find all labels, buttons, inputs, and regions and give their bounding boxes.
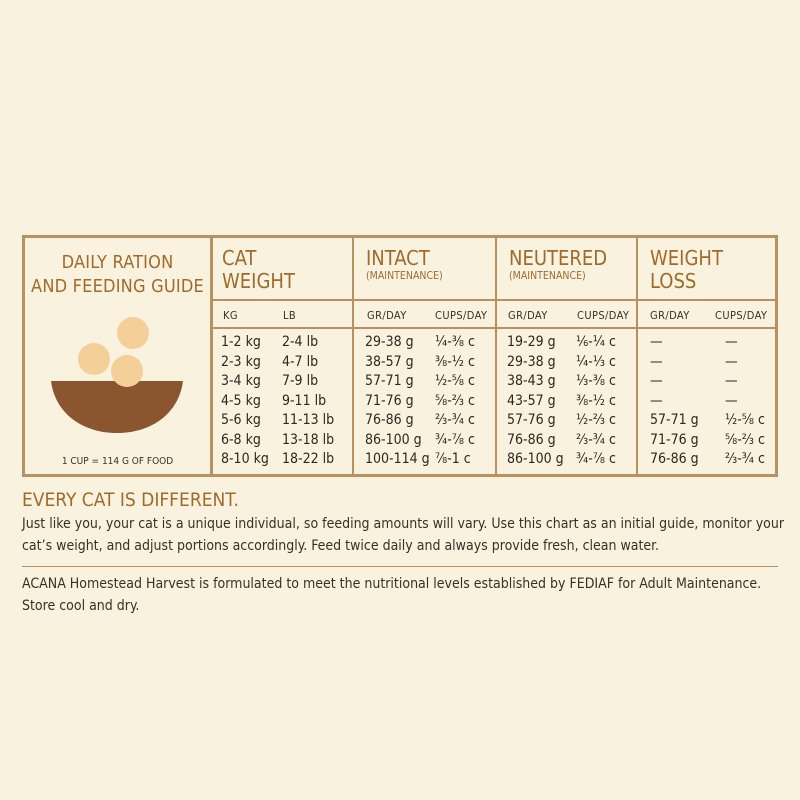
cell-loss-cups: ½-⅝ c <box>725 412 765 428</box>
feeding-guide-panel <box>25 238 213 474</box>
cell-neutered-cups: ¾-⅞ c <box>576 451 616 467</box>
cell-intact-gr: 76-86 g <box>365 412 414 428</box>
cell-kg: 6-8 kg <box>221 431 261 448</box>
cell-neutered-cups: ⅙-¼ c <box>576 334 616 350</box>
cell-lb: 13-18 lb <box>282 431 335 448</box>
unit-neutered-gr: GR/DAY <box>508 309 548 322</box>
cell-loss-gr: — <box>650 392 663 409</box>
cell-neutered-cups: ⅓-⅜ c <box>576 373 616 389</box>
cell-intact-gr: 29-38 g <box>365 334 414 350</box>
cell-loss-cups: — <box>725 353 738 370</box>
cell-neutered-gr: 29-38 g <box>507 353 556 370</box>
unit-loss-gr: GR/DAY <box>650 309 690 322</box>
kibble-piece <box>111 355 143 387</box>
cell-intact-cups: ¾-⅞ c <box>435 431 475 448</box>
feeding-guide-table <box>22 235 778 477</box>
cell-loss-cups: — <box>725 334 738 350</box>
food-bowl-icon <box>47 313 187 448</box>
cell-loss-cups: ⅝-⅔ c <box>725 431 765 448</box>
cell-kg: 8-10 kg <box>221 451 269 467</box>
cell-intact-gr: 100-114 g <box>365 451 430 467</box>
kibble-piece <box>117 317 149 349</box>
cell-loss-cups: — <box>725 373 738 389</box>
footer-text: ACANA Homestead Harvest is formulated to meet the nutritional levels established by FEDIAF for Adult Maintenance. Store cool and dry. <box>22 576 762 614</box>
unit-intact-cups: CUPS/DAY <box>435 309 488 322</box>
unit-lb: LB <box>283 309 297 322</box>
cell-intact-cups: ⅔-¾ c <box>435 412 475 428</box>
neutered-header: NEUTERED <box>509 246 608 270</box>
cell-neutered-gr: 57-76 g <box>507 412 556 428</box>
cell-intact-cups: ¼-⅜ c <box>435 334 475 350</box>
cat-weight-header-line1: CAT <box>222 246 257 270</box>
unit-loss-cups: CUPS/DAY <box>715 309 768 322</box>
cell-neutered-cups: ⅜-½ c <box>576 392 616 409</box>
cell-intact-cups: ⅞-1 c <box>435 451 471 467</box>
weight-loss-header-line1: WEIGHT <box>650 246 723 270</box>
cell-kg: 5-6 kg <box>221 412 261 428</box>
cell-kg: 4-5 kg <box>221 392 261 409</box>
intact-header: INTACT <box>366 246 430 270</box>
cell-neutered-gr: 19-29 g <box>507 334 556 350</box>
cat-weight-header-line2: WEIGHT <box>222 269 295 293</box>
cell-lb: 2-4 lb <box>282 334 319 350</box>
bowl <box>51 381 183 433</box>
cell-loss-cups: ⅔-¾ c <box>725 451 765 467</box>
section-heading: EVERY CAT IS DIFFERENT. <box>22 489 239 511</box>
divider <box>22 566 778 567</box>
cell-neutered-gr: 76-86 g <box>507 431 556 448</box>
weight-loss-header <box>650 247 723 293</box>
cell-neutered-gr: 86-100 g <box>507 451 564 467</box>
cat-weight-header <box>222 247 295 293</box>
cell-lb: 11-13 lb <box>282 412 335 428</box>
cell-neutered-cups: ¼-⅓ c <box>576 353 616 370</box>
cell-intact-gr: 71-76 g <box>365 392 414 409</box>
cell-kg: 3-4 kg <box>221 373 261 389</box>
intact-subheader: (MAINTENANCE) <box>366 270 443 282</box>
cell-neutered-gr: 43-57 g <box>507 392 556 409</box>
unit-neutered-cups: CUPS/DAY <box>577 309 630 322</box>
cell-lb: 4-7 lb <box>282 353 319 370</box>
cell-intact-gr: 57-71 g <box>365 373 414 389</box>
cell-loss-gr: — <box>650 353 663 370</box>
panel-title <box>25 251 210 299</box>
weight-loss-header-line2: LOSS <box>650 269 697 293</box>
cell-lb: 7-9 lb <box>282 373 319 389</box>
unit-intact-gr: GR/DAY <box>367 309 407 322</box>
section-body: Just like you, your cat is a unique individual, so feeding amounts will vary. Use this chart as an initial guide, monitor your cat’s weight, and adjust portions accordingly. Feed twice daily and always provide fresh, clean water. <box>22 516 785 554</box>
kibble-piece <box>78 343 110 375</box>
cell-intact-cups: ⅝-⅔ c <box>435 392 475 409</box>
panel-title-line1: DAILY RATION <box>61 252 174 273</box>
cell-loss-gr: 71-76 g <box>650 431 699 448</box>
cell-kg: 1-2 kg <box>221 334 261 350</box>
cell-kg: 2-3 kg <box>221 353 261 370</box>
cell-neutered-cups: ½-⅔ c <box>576 412 616 428</box>
neutered-subheader: (MAINTENANCE) <box>509 270 586 282</box>
unit-kg: KG <box>223 309 238 322</box>
cup-conversion-note: 1 CUP = 114 G OF FOOD <box>61 456 174 467</box>
cell-intact-gr: 38-57 g <box>365 353 414 370</box>
cell-intact-cups: ½-⅝ c <box>435 373 475 389</box>
cell-loss-cups: — <box>725 392 738 409</box>
cell-neutered-cups: ⅔-¾ c <box>576 431 616 448</box>
cell-intact-gr: 86-100 g <box>365 431 422 448</box>
cell-lb: 9-11 lb <box>282 392 327 409</box>
cell-loss-gr: — <box>650 373 663 389</box>
cell-loss-gr: 57-71 g <box>650 412 699 428</box>
cell-loss-gr: 76-86 g <box>650 451 699 467</box>
cell-lb: 18-22 lb <box>282 451 335 467</box>
header-divider <box>210 299 775 301</box>
cell-neutered-gr: 38-43 g <box>507 373 556 389</box>
cell-intact-cups: ⅜-½ c <box>435 353 475 370</box>
panel-title-line2: AND FEEDING GUIDE <box>31 276 204 297</box>
units-divider <box>210 327 775 329</box>
cell-loss-gr: — <box>650 334 663 350</box>
